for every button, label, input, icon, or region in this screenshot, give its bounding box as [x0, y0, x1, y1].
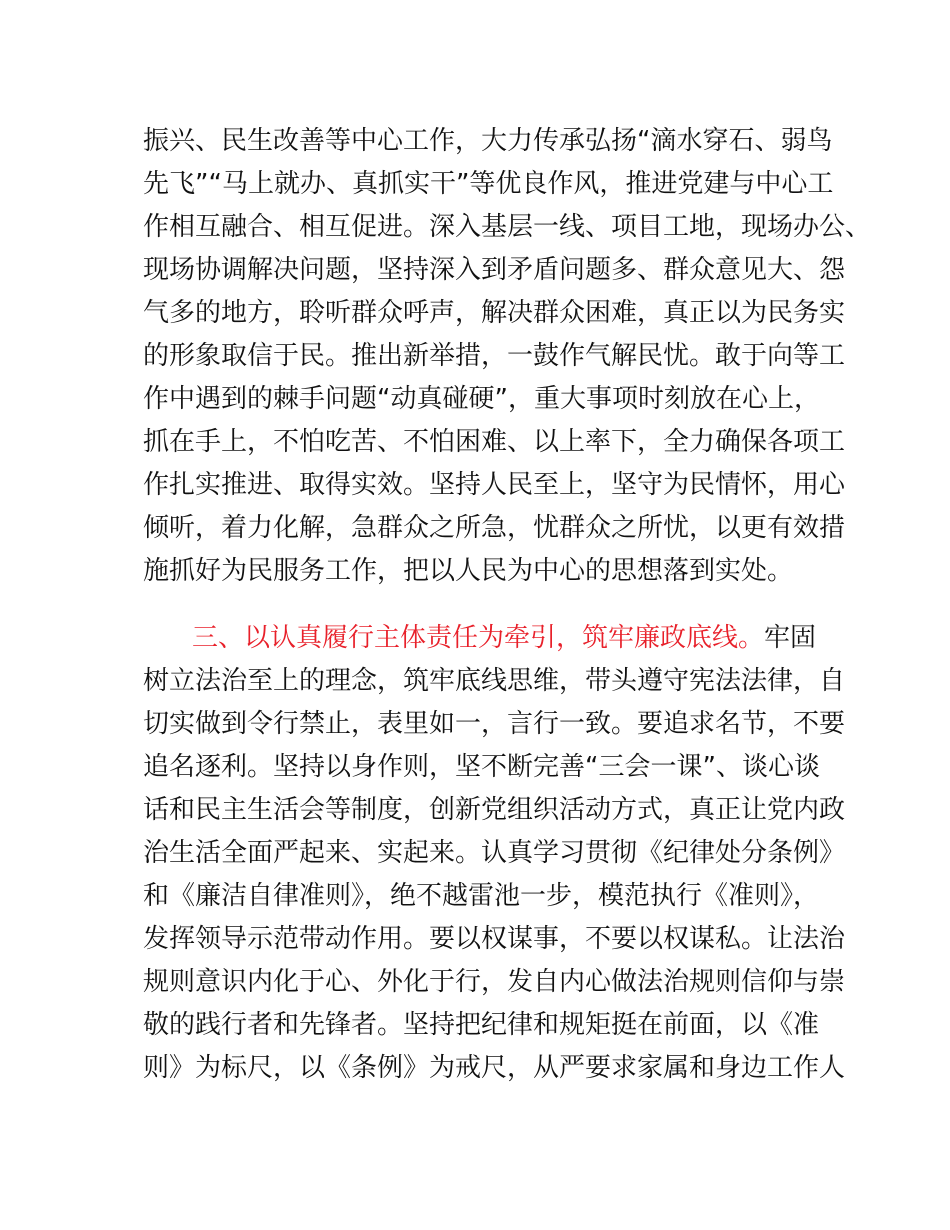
body-text-line: 敬的践行者和先锋者。坚持把纪律和规矩挺在前面，以《准: [143, 1010, 820, 1040]
body-text-line: 现场协调解决问题，坚持深入到矛盾问题多、群众意见大、怨: [143, 255, 846, 285]
body-text-line: 树立法治至上的理念，筑牢底线思维，带头遵守宪法法律，自: [143, 666, 846, 696]
section-three-first-line: [192, 621, 816, 655]
body-text-line: 作扎实推进、取得实效。坚持人民至上，坚守为民情怀，用心: [143, 470, 846, 500]
section-three-heading-rest: 牢固: [764, 623, 817, 653]
body-text-line: 和《廉洁自律准则》，绝不越雷池一步，模范执行《准则》，: [143, 881, 820, 911]
body-text-line: 施抓好为民服务工作，把以人民为中心的思想落到实处。: [143, 556, 794, 586]
body-text-line: 抓在手上，不怕吃苦、不怕困难、以上率下，全力确保各项工: [143, 427, 846, 457]
body-text-line: 治生活全面严起来、实起来。认真学习贯彻《纪律处分条例》: [143, 838, 846, 868]
body-text-line: 气多的地方，聆听群众呼声，解决群众困难，真正以为民务实: [143, 298, 846, 328]
body-text-line: 发挥领导示范带动作用。要以权谋事，不要以权谋私。让法治: [143, 924, 846, 954]
body-text-line: 作中遇到的棘手问题“动真碰硬”，重大事项时刻放在心上，: [143, 384, 820, 414]
body-text-line: 先飞”“马上就办、真抓实干”等优良作风，推进党建与中心工: [143, 169, 834, 199]
body-text-line: 追名逐利。坚持以身作则，坚不断完善“三会一课”、谈心谈: [143, 752, 820, 782]
body-text-line: 则》为标尺，以《条例》为戒尺，从严要求家属和身边工作人: [143, 1053, 846, 1083]
section-three-heading: 三、以认真履行主体责任为牵引，筑牢廉政底线。: [192, 623, 765, 653]
body-text-line: 切实做到令行禁止，表里如一，言行一致。要追求名节，不要: [143, 709, 846, 739]
body-text-line: 作相互融合、相互促进。深入基层一线、项目工地，现场办公、: [143, 212, 872, 242]
body-text-line: 倾听，着力化解，急群众之所急，忧群众之所忧，以更有效措: [143, 513, 846, 543]
body-text-line: 的形象取信于民。推出新举措，一鼓作气解民忧。敢于向等工: [143, 341, 846, 371]
body-text-line: 话和民主生活会等制度，创新党组织活动方式，真正让党内政: [143, 795, 846, 825]
body-text-line: 规则意识内化于心、外化于行，发自内心做法治规则信仰与崇: [143, 967, 846, 997]
body-text-line: 振兴、民生改善等中心工作，大力传承弘扬“滴水穿石、弱鸟: [143, 126, 833, 156]
